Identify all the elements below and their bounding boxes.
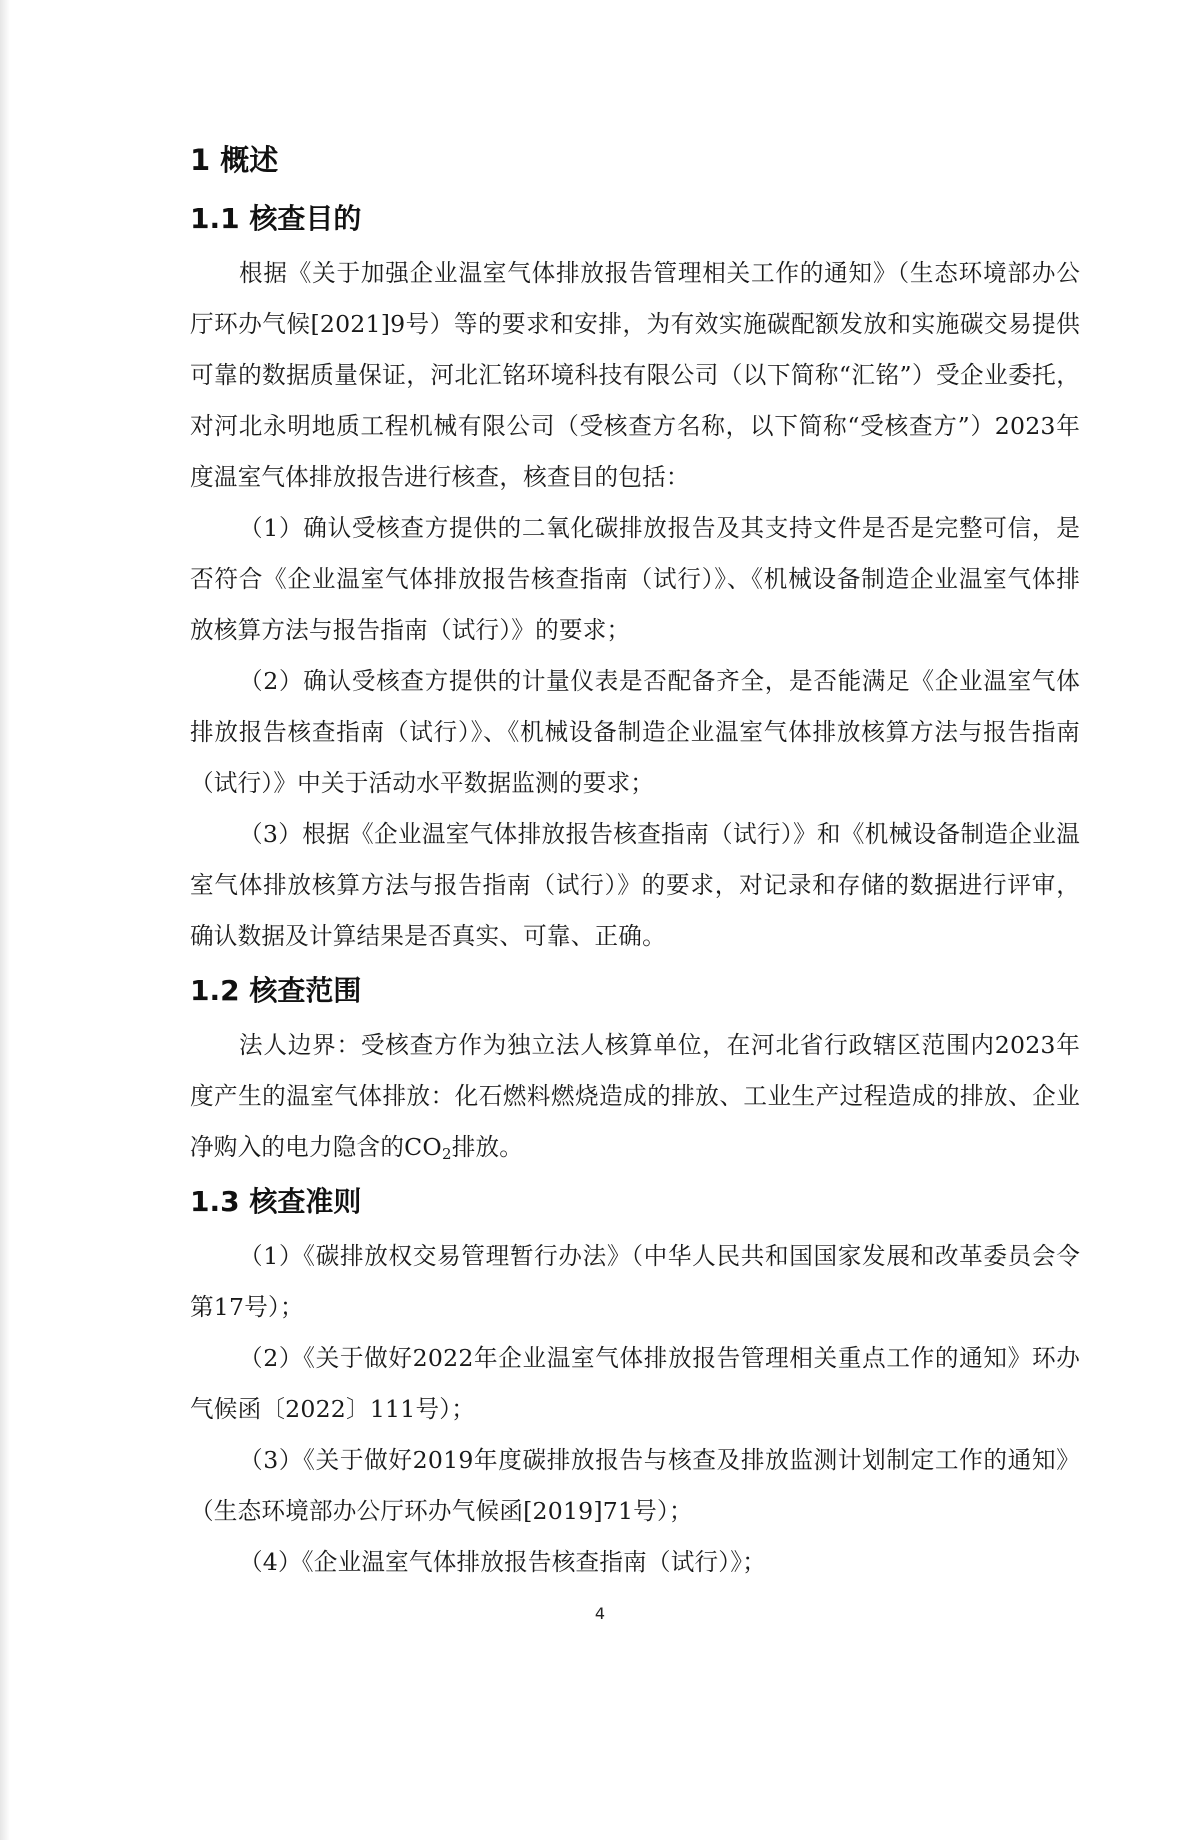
paragraph-criteria-item-2: （2）《关于做好2022年企业温室气体排放报告管理相关重点工作的通知》环办气候函〔2022〕111号）； <box>190 1344 1080 1423</box>
scan-edge-shadow <box>0 0 10 1840</box>
scope-text: 法人边界：受核查方作为独立法人核算单位，在河北省行政辖区范围内2023年度产生的温室气体排放：化石燃料燃烧造成的排放、工业生产过程造成的排放、企业净购入的电力隐含的CO <box>190 1031 1080 1161</box>
page-content <box>190 130 1080 1588</box>
section-heading-1-2: 1.2 核查范围 <box>190 974 362 1007</box>
paragraph-criteria-item-1: （1）《碳排放权交易管理暂行办法》（中华人民共和国国家发展和改革委员会令第17号）； <box>190 1242 1080 1321</box>
paragraph-criteria-item-3: （3）《关于做好2019年度碳排放报告与核查及排放监测计划制定工作的通知》（生态环境部办公厅环办气候函[2019]71号）； <box>190 1446 1080 1525</box>
section-heading-1-1: 1.1 核查目的 <box>190 202 362 235</box>
paragraph-scope <box>190 1020 1080 1173</box>
paragraph-purpose-item-1: （1）确认受核查方提供的二氧化碳排放报告及其支持文件是否是完整可信，是否符合《企业温室气体排放报告核查指南（试行）》、《机械设备制造企业温室气体排放核算方法与报告指南（试行）》的要求； <box>190 514 1080 644</box>
scope-text-tail: 排放。 <box>451 1133 524 1161</box>
paragraph-purpose-item-3: （3）根据《企业温室气体排放报告核查指南（试行）》和《机械设备制造企业温室气体排放核算方法与报告指南（试行）》的要求，对记录和存储的数据进行评审，确认数据及计算结果是否真实、可靠、正确。 <box>190 820 1080 950</box>
paragraph-purpose-intro: 根据《关于加强企业温室气体排放报告管理相关工作的通知》（生态环境部办公厅环办气候[2021]9号）等的要求和安排，为有效实施碳配额发放和实施碳交易提供可靠的数据质量保证，河北汇铭环境科技有限公司（以下简称“汇铭”）受企业委托，对河北永明地质工程机械有限公司（受核查方名称，以下简称“受核查方”）2023年度温室气体排放报告进行核查，核查目的包括： <box>190 259 1080 491</box>
section-heading-1-3: 1.3 核查准则 <box>190 1185 362 1218</box>
co2-subscript: 2 <box>441 1145 452 1163</box>
page-number: 4 <box>594 1604 606 1623</box>
chapter-heading: 1 概述 <box>190 143 279 177</box>
paragraph-criteria-item-4: （4）《企业温室气体排放报告核查指南（试行）》； <box>239 1548 767 1576</box>
paragraph-purpose-item-2: （2）确认受核查方提供的计量仪表是否配备齐全，是否能满足《企业温室气体排放报告核查指南（试行）》、《机械设备制造企业温室气体排放核算方法与报告指南（试行）》中关于活动水平数据监测的要求； <box>190 667 1080 797</box>
